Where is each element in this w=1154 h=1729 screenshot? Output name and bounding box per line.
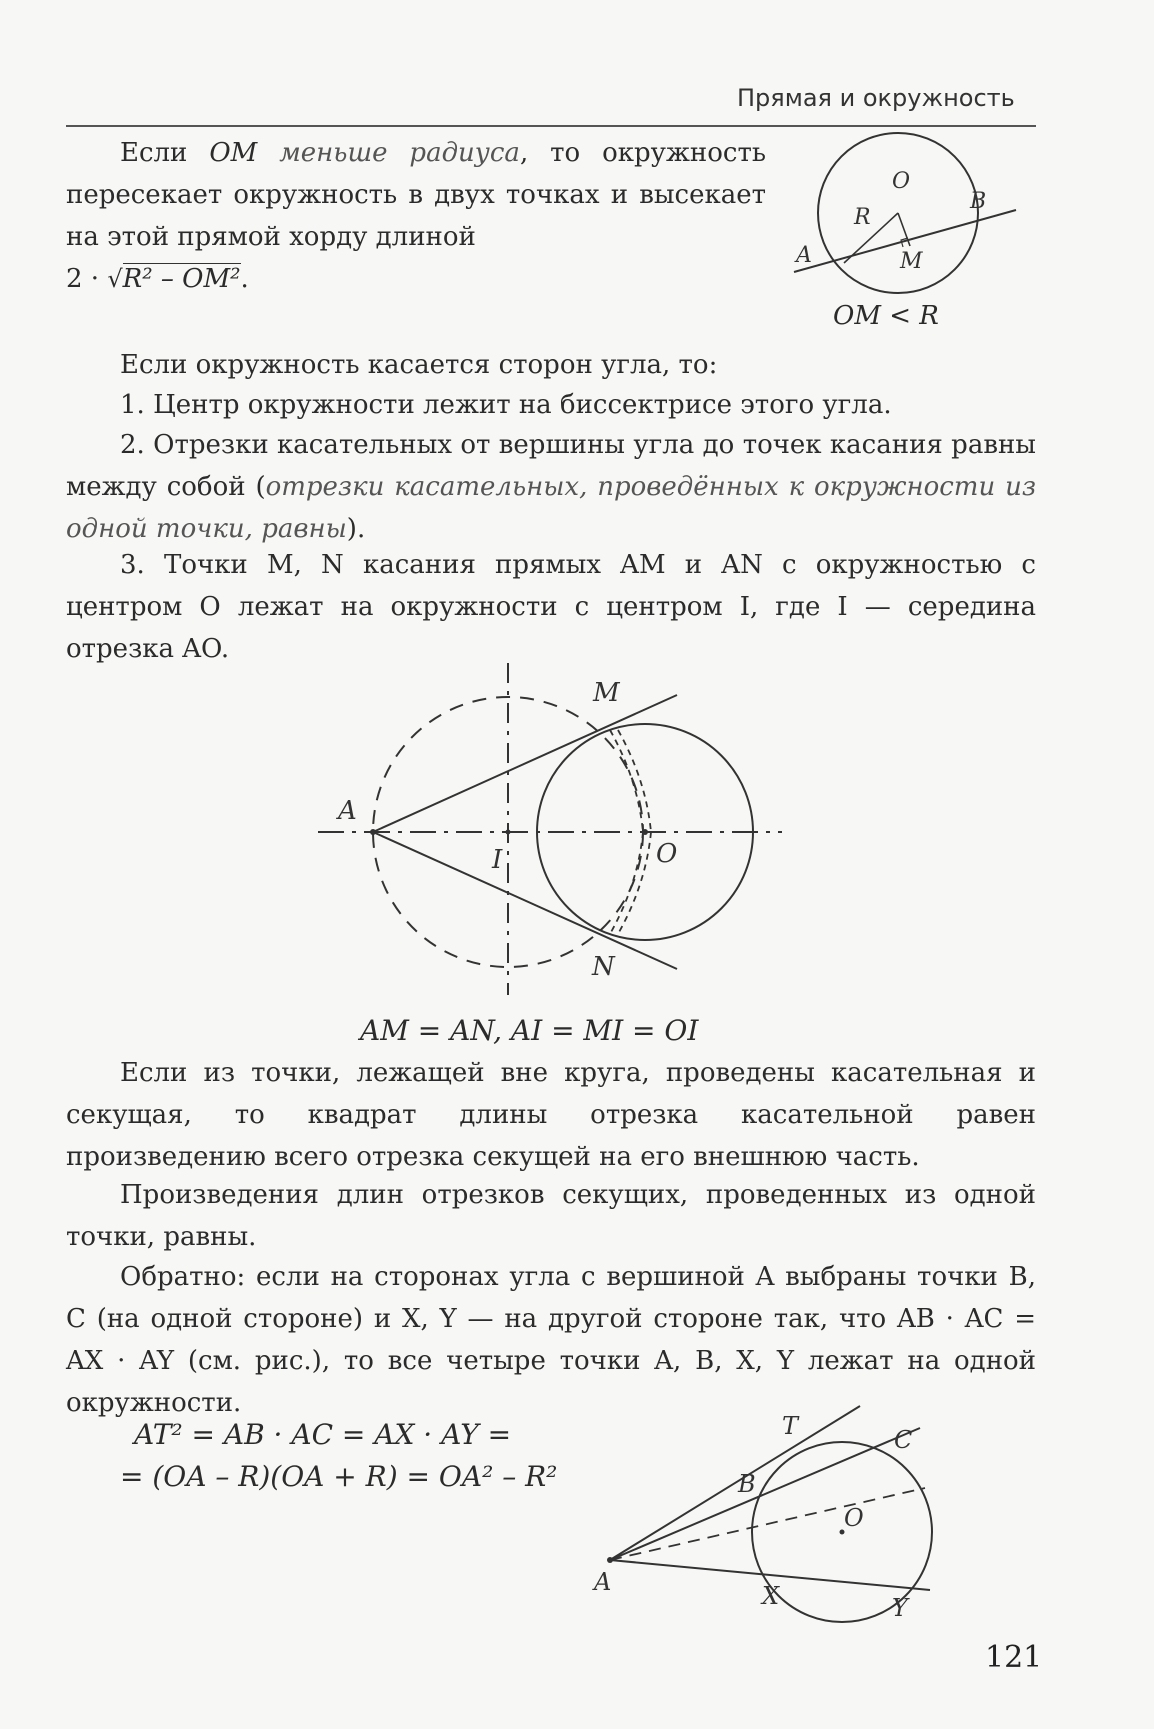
label-b: B	[738, 1470, 756, 1498]
property-1: 1. Центр окружности лежит на биссектрисе этого угла.	[120, 390, 892, 420]
property-2-end: ).	[346, 514, 366, 544]
label-a: A	[338, 796, 357, 826]
dashed-om-double	[618, 730, 651, 832]
line-ao	[610, 1488, 925, 1560]
dashed-om	[610, 730, 643, 832]
label-o: O	[656, 839, 678, 869]
chord-formula	[66, 264, 249, 294]
label-n: N	[592, 952, 615, 982]
tangent-an	[373, 832, 677, 969]
emphasis: меньше радиуса	[279, 138, 520, 168]
tangent-intro: Если окружность касается сторон угла, то:	[120, 350, 718, 380]
secants-product: Произведения длин отрезков секущих, проведенных из одной точки, равны.	[66, 1180, 1036, 1252]
page-number: 121	[985, 1640, 1043, 1675]
label-c: C	[894, 1426, 913, 1454]
running-header: Прямая и окружность	[737, 84, 1015, 112]
text: Если	[120, 138, 210, 168]
point-a	[607, 1557, 613, 1563]
label-i: I	[492, 845, 503, 875]
figure1-caption: OM < R	[833, 301, 939, 331]
formula-end: .	[240, 264, 249, 294]
point-i	[506, 830, 511, 835]
property-2-emphasis: отрезки касательных, проведённых к окружности из одной точки, равны	[66, 472, 1037, 544]
header-rule	[66, 125, 1036, 127]
formula-line-2: = (OA – R)(OA + R) = OA² – R²	[120, 1460, 558, 1493]
om-symbol: OM	[209, 138, 258, 168]
label-y: Y	[892, 1594, 908, 1622]
label-o: O	[892, 169, 911, 194]
property-3: 3. Точки M, N касания прямых AM и AN с окружностью с центром O лежат на окружности с центром I, где I — середина отрезка AO.	[66, 550, 1036, 664]
figure-tangents	[310, 655, 800, 1005]
text: , то окружность пересекает окружность в двух точках и высекает на этой прямой хорду длиной	[66, 138, 766, 252]
label-m: M	[900, 249, 923, 274]
figure2-caption: AM = AN, AI = MI = OI	[360, 1014, 699, 1047]
property-2-text: 2. Отрезки касательных от вершины угла до точек касания равны между собой (	[66, 430, 1036, 502]
dashed-on-double	[618, 832, 651, 934]
tangent-am	[373, 695, 677, 832]
point-a	[370, 829, 376, 835]
label-a: A	[594, 1568, 612, 1596]
formula-prefix: 2 ·	[66, 264, 100, 294]
label-o: O	[844, 1504, 864, 1532]
label-x: X	[762, 1582, 780, 1610]
label-b: B	[970, 189, 987, 214]
label-a: A	[796, 243, 812, 268]
label-t: T	[782, 1412, 799, 1440]
figure-secants	[580, 1400, 940, 1635]
formula-line-1: AT² = AB · AC = AX · AY =	[134, 1418, 512, 1451]
converse-statement: Обратно: если на сторонах угла с вершиной A выбраны точки B, C (на одной стороне) и X, Y — на другой стороне так, что AB · AC = AX · AY (см. рис.), то все четыре точки A, B, X, Y лежат на одной окружности.	[66, 1262, 1036, 1418]
radius-segment	[844, 213, 898, 263]
property-2	[66, 424, 1036, 550]
sqrt-content: R² – OM²	[122, 264, 241, 294]
secant-abc	[610, 1428, 920, 1560]
tangent-secant-theorem: Если из точки, лежащей вне круга, проведены касательная и секущая, то квадрат длины отрезка касательной равен произведению всего отрезка секущей на его внешнюю часть.	[66, 1058, 1036, 1172]
tangent-at	[610, 1406, 860, 1560]
paragraph-om-less-r	[66, 132, 766, 300]
point-o	[642, 829, 648, 835]
label-m: M	[593, 678, 620, 708]
sqrt-sign: √	[107, 265, 123, 293]
label-r: R	[854, 205, 871, 230]
